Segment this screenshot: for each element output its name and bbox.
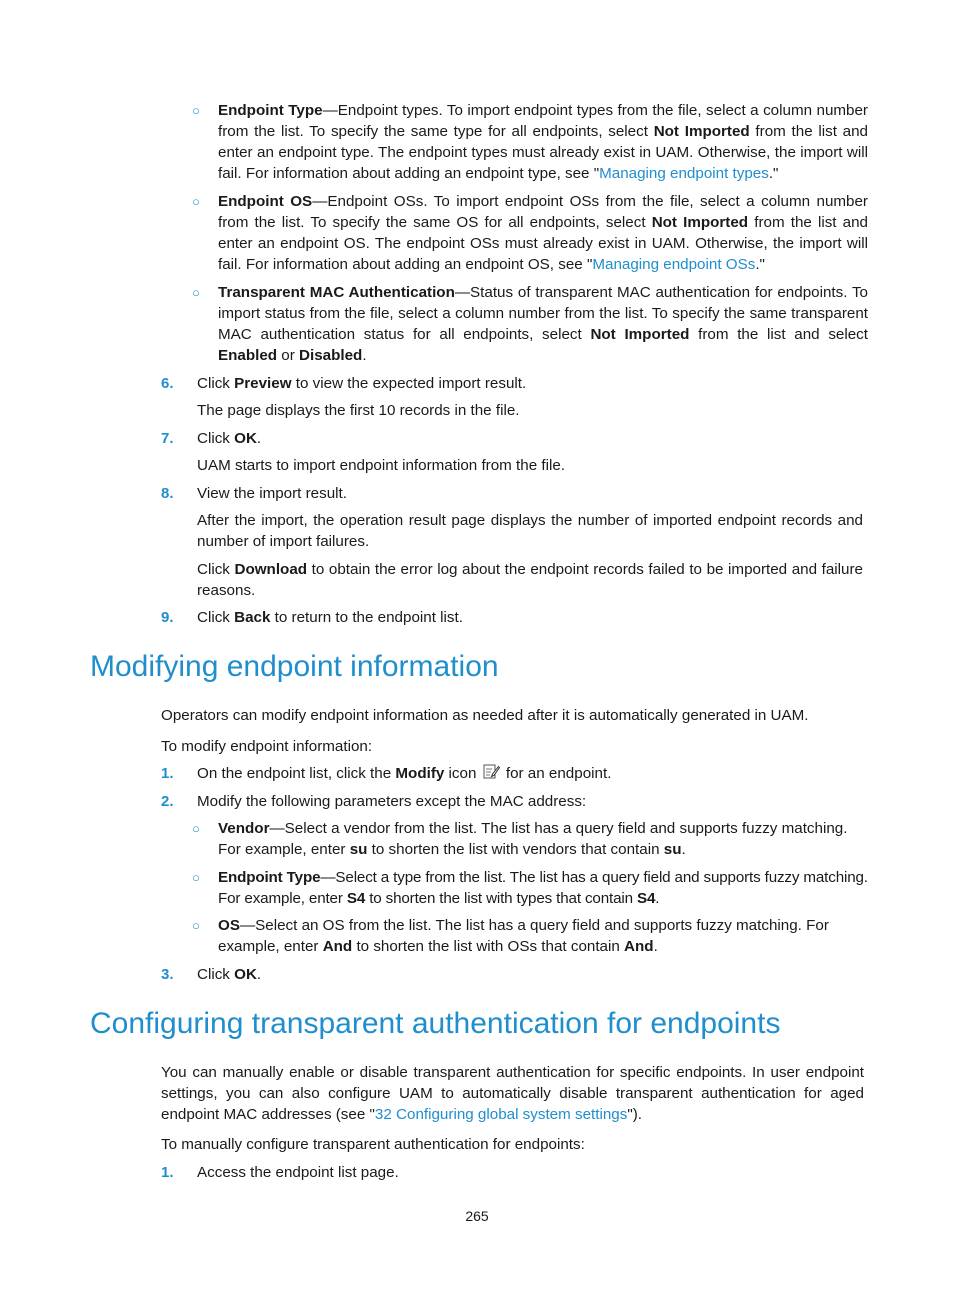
step-text: Modify the following parameters except the MAC address: <box>197 793 587 810</box>
step-number: 2. <box>161 793 174 810</box>
bullet-icon: ○ <box>192 918 200 933</box>
list-item <box>218 191 868 275</box>
list-item <box>218 100 868 184</box>
step-text: On the endpoint list, click the Modify icon for an endpoint. <box>197 763 867 786</box>
bold-text: su <box>663 841 682 858</box>
bold-text: Disabled <box>299 347 363 364</box>
step-note: UAM starts to import endpoint information from the file. <box>197 457 566 474</box>
list-item: OS—Select an OS from the list. The list has a query field and supports fuzzy matching. For example, enter And to shorten the list with OSs that contain And. <box>218 917 829 955</box>
bold-text: Enabled <box>218 347 278 364</box>
bold-text: Back <box>234 609 271 626</box>
step-note: The page displays the first 10 records in the file. <box>197 402 520 419</box>
link-global-system-settings[interactable]: 32 Configuring global system settings <box>374 1106 628 1123</box>
bold-text: OK <box>234 430 257 447</box>
link-managing-endpoint-types[interactable]: Managing endpoint types <box>599 165 769 182</box>
paragraph: Operators can modify endpoint information as needed after it is automatically generated in UAM. <box>161 707 809 724</box>
term: Endpoint Type <box>218 869 321 886</box>
text: ." <box>768 165 779 182</box>
bold-text: Download <box>234 561 308 578</box>
step-number: 1. <box>161 765 174 782</box>
step-number: 3. <box>161 966 174 983</box>
text: ." <box>755 256 765 273</box>
list-item: Vendor—Select a vendor from the list. The list has a query field and supports fuzzy matching. For example, enter su to shorten the list with vendors that contain su. <box>218 820 848 858</box>
text: —Endpoint types. To import endpoint types from the file, select a column number from the list. To specify the same type for all endpoints, select <box>218 102 868 140</box>
bold-text: And <box>322 938 353 955</box>
paragraph: To modify endpoint information: <box>161 738 373 755</box>
term: Transparent MAC Authentication <box>218 284 455 301</box>
step-text: View the import result. <box>197 485 347 502</box>
text: or <box>277 347 300 364</box>
step-number: 6. <box>161 375 174 392</box>
term: Endpoint Type <box>218 102 323 119</box>
bullet-icon: ○ <box>192 103 200 118</box>
step-note: Click Download to obtain the error log about the endpoint records failed to be imported and failure reasons. <box>197 561 864 599</box>
bold-text: And <box>624 938 654 955</box>
bold-text: S4 <box>636 890 656 907</box>
step-number: 1. <box>161 1164 174 1181</box>
bold-text: Not Imported <box>590 326 690 343</box>
bold-text: OK <box>234 966 257 983</box>
term: Vendor <box>218 820 270 837</box>
step-text: Click Back to return to the endpoint list. <box>197 609 463 626</box>
page-number: 265 <box>465 1208 489 1224</box>
list-item <box>218 282 868 366</box>
text: —Endpoint OSs. To import endpoint OSs from the file, select a column number from the list. To specify the same OS for all endpoints, select <box>218 193 868 231</box>
step-number: 9. <box>161 609 174 626</box>
step-note: After the import, the operation result page displays the number of imported endpoint records and number of import failures. <box>197 512 863 550</box>
term: OS <box>218 917 240 934</box>
step-text: Click Preview to view the expected import result. <box>197 375 527 392</box>
text: —Status of transparent MAC authentication for endpoints. To import status from the file, select a column number from the list. To specify the same transparent MAC authentication status for all endpoints, select <box>218 284 869 343</box>
term: Endpoint OS <box>218 193 313 210</box>
step-text: Click OK. <box>197 430 262 447</box>
bullet-icon: ○ <box>192 870 200 885</box>
bullet-icon: ○ <box>192 194 200 209</box>
bold-text: Modify <box>395 765 445 782</box>
step-text: Access the endpoint list page. <box>197 1164 399 1181</box>
paragraph: You can manually enable or disable transparent authentication for specific endpoints. In user endpoint settings, you can also configure UAM to automatically disable transparent authentication for aged endpoint MAC addresses (see "32 Configuring global system settings"). <box>161 1064 864 1123</box>
bold-text: S4 <box>346 890 366 907</box>
bullet-icon: ○ <box>192 821 200 836</box>
text: from the list and enter an endpoint OS. The endpoint OSs must already exist in UAM. Otherwise, the import will fail. For information about adding an endpoint OS, see " <box>218 214 868 273</box>
bold-text: Preview <box>234 375 292 392</box>
bold-text: Not Imported <box>651 214 749 231</box>
edit-icon <box>483 764 500 786</box>
text: from the list and enter an endpoint type. The endpoint types must already exist in UAM. Otherwise, the import will fail. For information about adding an endpoint type, see " <box>218 123 869 182</box>
text: . <box>362 347 367 364</box>
bullet-icon: ○ <box>192 285 200 300</box>
section-heading: Configuring transparent authentication for endpoints <box>90 1007 781 1040</box>
step-number: 8. <box>161 485 174 502</box>
section-heading: Modifying endpoint information <box>90 650 499 683</box>
list-item: Endpoint Type—Select a type from the list. The list has a query field and supports fuzzy matching. For example, enter S4 to shorten the list with types that contain S4. <box>218 869 868 907</box>
bold-text: su <box>349 841 368 858</box>
bold-text: Not Imported <box>653 123 750 140</box>
paragraph: To manually configure transparent authentication for endpoints: <box>161 1136 585 1153</box>
step-number: 7. <box>161 430 174 447</box>
step-text: Click OK. <box>197 966 262 983</box>
link-managing-endpoint-oss[interactable]: Managing endpoint OSs <box>592 256 756 273</box>
text: from the list and select <box>689 326 868 343</box>
